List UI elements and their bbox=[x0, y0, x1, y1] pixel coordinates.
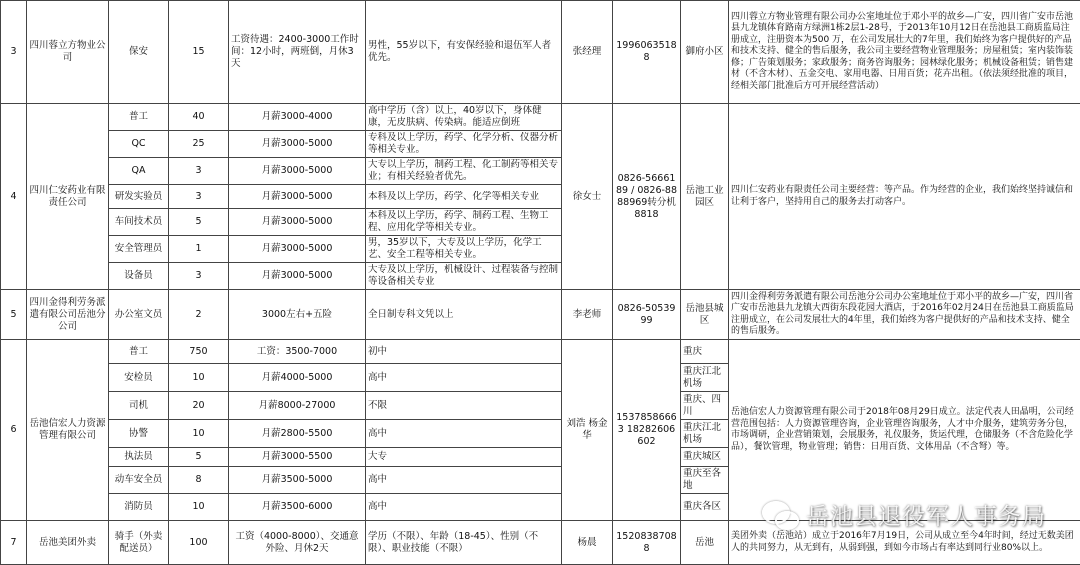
company-name: 岳池信宏人力资源管理有限公司 bbox=[27, 340, 109, 521]
company-description: 美团外卖（岳池站）成立于2016年7月19日，公司从成立至今4年时间，经过无数美团人的共同努力，从无到有，从弱到强，到如今市场占有率达到同行业80%以上。 bbox=[729, 521, 1080, 565]
requirement: 本科及以上学历，药学、化学等相关专业 bbox=[368, 191, 559, 203]
salary: 工资待遇：2400-3000工作时间：12小时，两班倒，月休3天 bbox=[229, 1, 366, 104]
salary: 月薪3000-5500 bbox=[229, 448, 366, 467]
work-location: 重庆、四川 bbox=[681, 392, 729, 420]
headcount: 25 bbox=[169, 131, 229, 158]
position: 办公室文员 bbox=[109, 290, 169, 340]
work-location: 重庆江北机场 bbox=[681, 420, 729, 448]
position: 车间技术员 bbox=[109, 209, 169, 236]
work-location: 御府小区 bbox=[681, 1, 729, 104]
company-description: 岳池信宏人力资源管理有限公司于2018年08月29日成立。法定代表人田晶明，公司经营范围包括：人力资源管理咨询，企业管理咨询服务，人才中介服务，建筑劳务分包，市场调研，企业营销策划，会展服务，礼仪服务，货运代理，仓储服务（不含危险化学品），餐饮管理，物业管理；销售：日用百货、文体用品（不含弩）等。 bbox=[729, 340, 1080, 521]
work-location: 重庆 bbox=[681, 340, 729, 364]
salary: 3000左右+五险 bbox=[229, 290, 366, 340]
work-location: 岳池工业园区 bbox=[681, 104, 729, 290]
work-location: 重庆江北机场 bbox=[681, 364, 729, 392]
work-location: 重庆城区 bbox=[681, 448, 729, 467]
company-name: 四川金得利劳务派遣有限公司岳池分公司 bbox=[27, 290, 109, 340]
company-description: 四川蓉立方物业管理有限公司办公室地址位于邓小平的故乡—广安，四川省广安市岳池县九龙镇体育路南方绿洲1栋2层1-28号，于2013年10月12日在岳池县工商质监局注册成立，注册资本为500 万，在公司发展壮大的7年里，我们始终为客户提供好的产品和技术支持、健全的售后服务，我公司主要经营物业管理服务；房屋租赁；室内装饰装修；广告策划服务；家政服务；商务咨询服务；园林绿化服务；机械设备租赁；销售建材（不含木材）、五金交电、家用电器、日用百货；花卉出租。（依法须经批准的项目，经相关部门批准后方可开展经营活动） bbox=[729, 1, 1080, 104]
headcount: 15 bbox=[169, 1, 229, 104]
table-row bbox=[1, 340, 1080, 364]
headcount: 10 bbox=[169, 364, 229, 392]
row-number: 3 bbox=[1, 1, 27, 104]
contact-phone: 15378586663 18282606602 bbox=[613, 340, 681, 521]
company-name: 四川蓉立方物业公司 bbox=[27, 1, 109, 104]
position: 协警 bbox=[109, 420, 169, 448]
row-number: 4 bbox=[1, 104, 27, 290]
salary: 月薪3500-6000 bbox=[229, 494, 366, 521]
contact-person: 张经理 bbox=[562, 1, 613, 104]
requirement: 男性，55岁以下，有安保经验和退伍军人者优先。 bbox=[366, 1, 562, 104]
requirement: 大专 bbox=[366, 448, 562, 467]
position: 动车安全员 bbox=[109, 467, 169, 494]
requirement: 本科及以上学历，药学、制药工程、生物工程、应用化学等相关专业。 bbox=[368, 210, 559, 234]
headcount: 3 bbox=[169, 185, 229, 209]
headcount: 100 bbox=[169, 521, 229, 565]
salary: 月薪2800-5500 bbox=[229, 420, 366, 448]
salary: 月薪4000-5000 bbox=[229, 364, 366, 392]
headcount: 750 bbox=[169, 340, 229, 364]
contact-phone: 15208387088 bbox=[613, 521, 681, 565]
salary: 月薪3000-4000 bbox=[229, 104, 366, 131]
requirement: 高中 bbox=[366, 420, 562, 448]
position: 安全管理员 bbox=[109, 236, 169, 263]
company-description: 四川金得利劳务派遣有限公司岳池分公司办公室地址位于邓小平的故乡—广安，四川省广安市岳池县九龙镇大西街东段花园大酒店，于2016年02月24日在岳池县工商质监局注册成立，在公司发展壮大的4年里，我们始终为客户提供好的产品和技术支持、健全的售后服务。 bbox=[729, 290, 1080, 340]
headcount: 2 bbox=[169, 290, 229, 340]
salary: 工资：3500-7000 bbox=[229, 340, 366, 364]
headcount: 40 bbox=[169, 104, 229, 131]
headcount: 3 bbox=[169, 158, 229, 185]
position: 司机 bbox=[109, 392, 169, 420]
company-name: 岳池美团外卖 bbox=[27, 521, 109, 565]
work-location: 岳池 bbox=[681, 521, 729, 565]
position: 研发实验员 bbox=[109, 185, 169, 209]
row-number: 7 bbox=[1, 521, 27, 565]
salary: 月薪3000-5000 bbox=[229, 236, 366, 263]
position: QA bbox=[109, 158, 169, 185]
position: QC bbox=[109, 131, 169, 158]
salary: 月薪3000-5000 bbox=[229, 131, 366, 158]
position: 普工 bbox=[109, 340, 169, 364]
salary: 月薪3500-5000 bbox=[229, 467, 366, 494]
salary: 月薪3000-5000 bbox=[229, 263, 366, 290]
contact-person: 李老师 bbox=[562, 290, 613, 340]
requirement: 专科及以上学历，药学、化学分析、仪器分析等相关专业。 bbox=[368, 132, 559, 156]
requirement: 全日制专科文凭以上 bbox=[366, 290, 562, 340]
position: 普工 bbox=[109, 104, 169, 131]
position: 消防员 bbox=[109, 494, 169, 521]
requirement: 高中学历（含）以上，40岁以下，身体健康，无皮肤病、传染病。能适应倒班 bbox=[368, 105, 559, 129]
row-number: 5 bbox=[1, 290, 27, 340]
contact-phone: 19960635188 bbox=[613, 1, 681, 104]
work-location: 重庆各区 bbox=[681, 494, 729, 521]
position: 骑手（外卖配送员） bbox=[109, 521, 169, 565]
requirement: 大专及以上学历，机械设计、过程装备与控制等设备相关专业 bbox=[368, 264, 559, 288]
requirement: 初中 bbox=[366, 340, 562, 364]
headcount: 8 bbox=[169, 467, 229, 494]
salary: 月薪8000-27000 bbox=[229, 392, 366, 420]
position: 安检员 bbox=[109, 364, 169, 392]
company-description: 四川仁安药业有限责任公司主要经营：等产品。作为经营的企业，我们始终坚持诚信和让利于客户，坚持用自己的服务去打动客户。 bbox=[729, 104, 1080, 290]
position: 设备员 bbox=[109, 263, 169, 290]
requirement: 高中 bbox=[366, 364, 562, 392]
row-number: 6 bbox=[1, 340, 27, 521]
table-row bbox=[1, 1, 1080, 104]
company-name: 四川仁安药业有限责任公司 bbox=[27, 104, 109, 290]
headcount: 5 bbox=[169, 209, 229, 236]
table-row bbox=[1, 521, 1080, 565]
contact-phone: 0826-5053999 bbox=[613, 290, 681, 340]
salary: 月薪3000-5000 bbox=[229, 158, 366, 185]
contact-person: 徐女士 bbox=[562, 104, 613, 290]
headcount: 10 bbox=[169, 420, 229, 448]
contact-person: 刘浩 杨金华 bbox=[562, 340, 613, 521]
headcount: 3 bbox=[169, 263, 229, 290]
contact-person: 杨晨 bbox=[562, 521, 613, 565]
watermark-text: 岳池县退役军人事务局 bbox=[806, 498, 1046, 531]
position: 执法员 bbox=[109, 448, 169, 467]
requirement: 不限 bbox=[366, 392, 562, 420]
table-row bbox=[1, 290, 1080, 340]
table-row bbox=[1, 104, 1080, 131]
salary: 月薪3000-5000 bbox=[229, 185, 366, 209]
contact-phone: 0826-5666189 / 0826-8888969转分机8818 bbox=[613, 104, 681, 290]
position: 保安 bbox=[109, 1, 169, 104]
salary: 工资（4000-8000）、交通意外险、月休2天 bbox=[229, 521, 366, 565]
requirement: 男，35岁以下，大专及以上学历，化学工艺、安全工程等相关专业。 bbox=[368, 237, 559, 261]
requirement: 学历（不限）、年龄（18-45）、性别（不限）、职业技能（不限） bbox=[366, 521, 562, 565]
salary: 月薪3000-5000 bbox=[229, 209, 366, 236]
work-location: 岳池县城区 bbox=[681, 290, 729, 340]
headcount: 5 bbox=[169, 448, 229, 467]
headcount: 20 bbox=[169, 392, 229, 420]
requirement: 高中 bbox=[366, 467, 562, 494]
requirement: 大专以上学历，制药工程、化工制药等相关专业；有相关经验者优先。 bbox=[368, 159, 559, 183]
headcount: 10 bbox=[169, 494, 229, 521]
requirement: 高中 bbox=[366, 494, 562, 521]
headcount: 1 bbox=[169, 236, 229, 263]
work-location: 重庆至各地 bbox=[681, 467, 729, 494]
